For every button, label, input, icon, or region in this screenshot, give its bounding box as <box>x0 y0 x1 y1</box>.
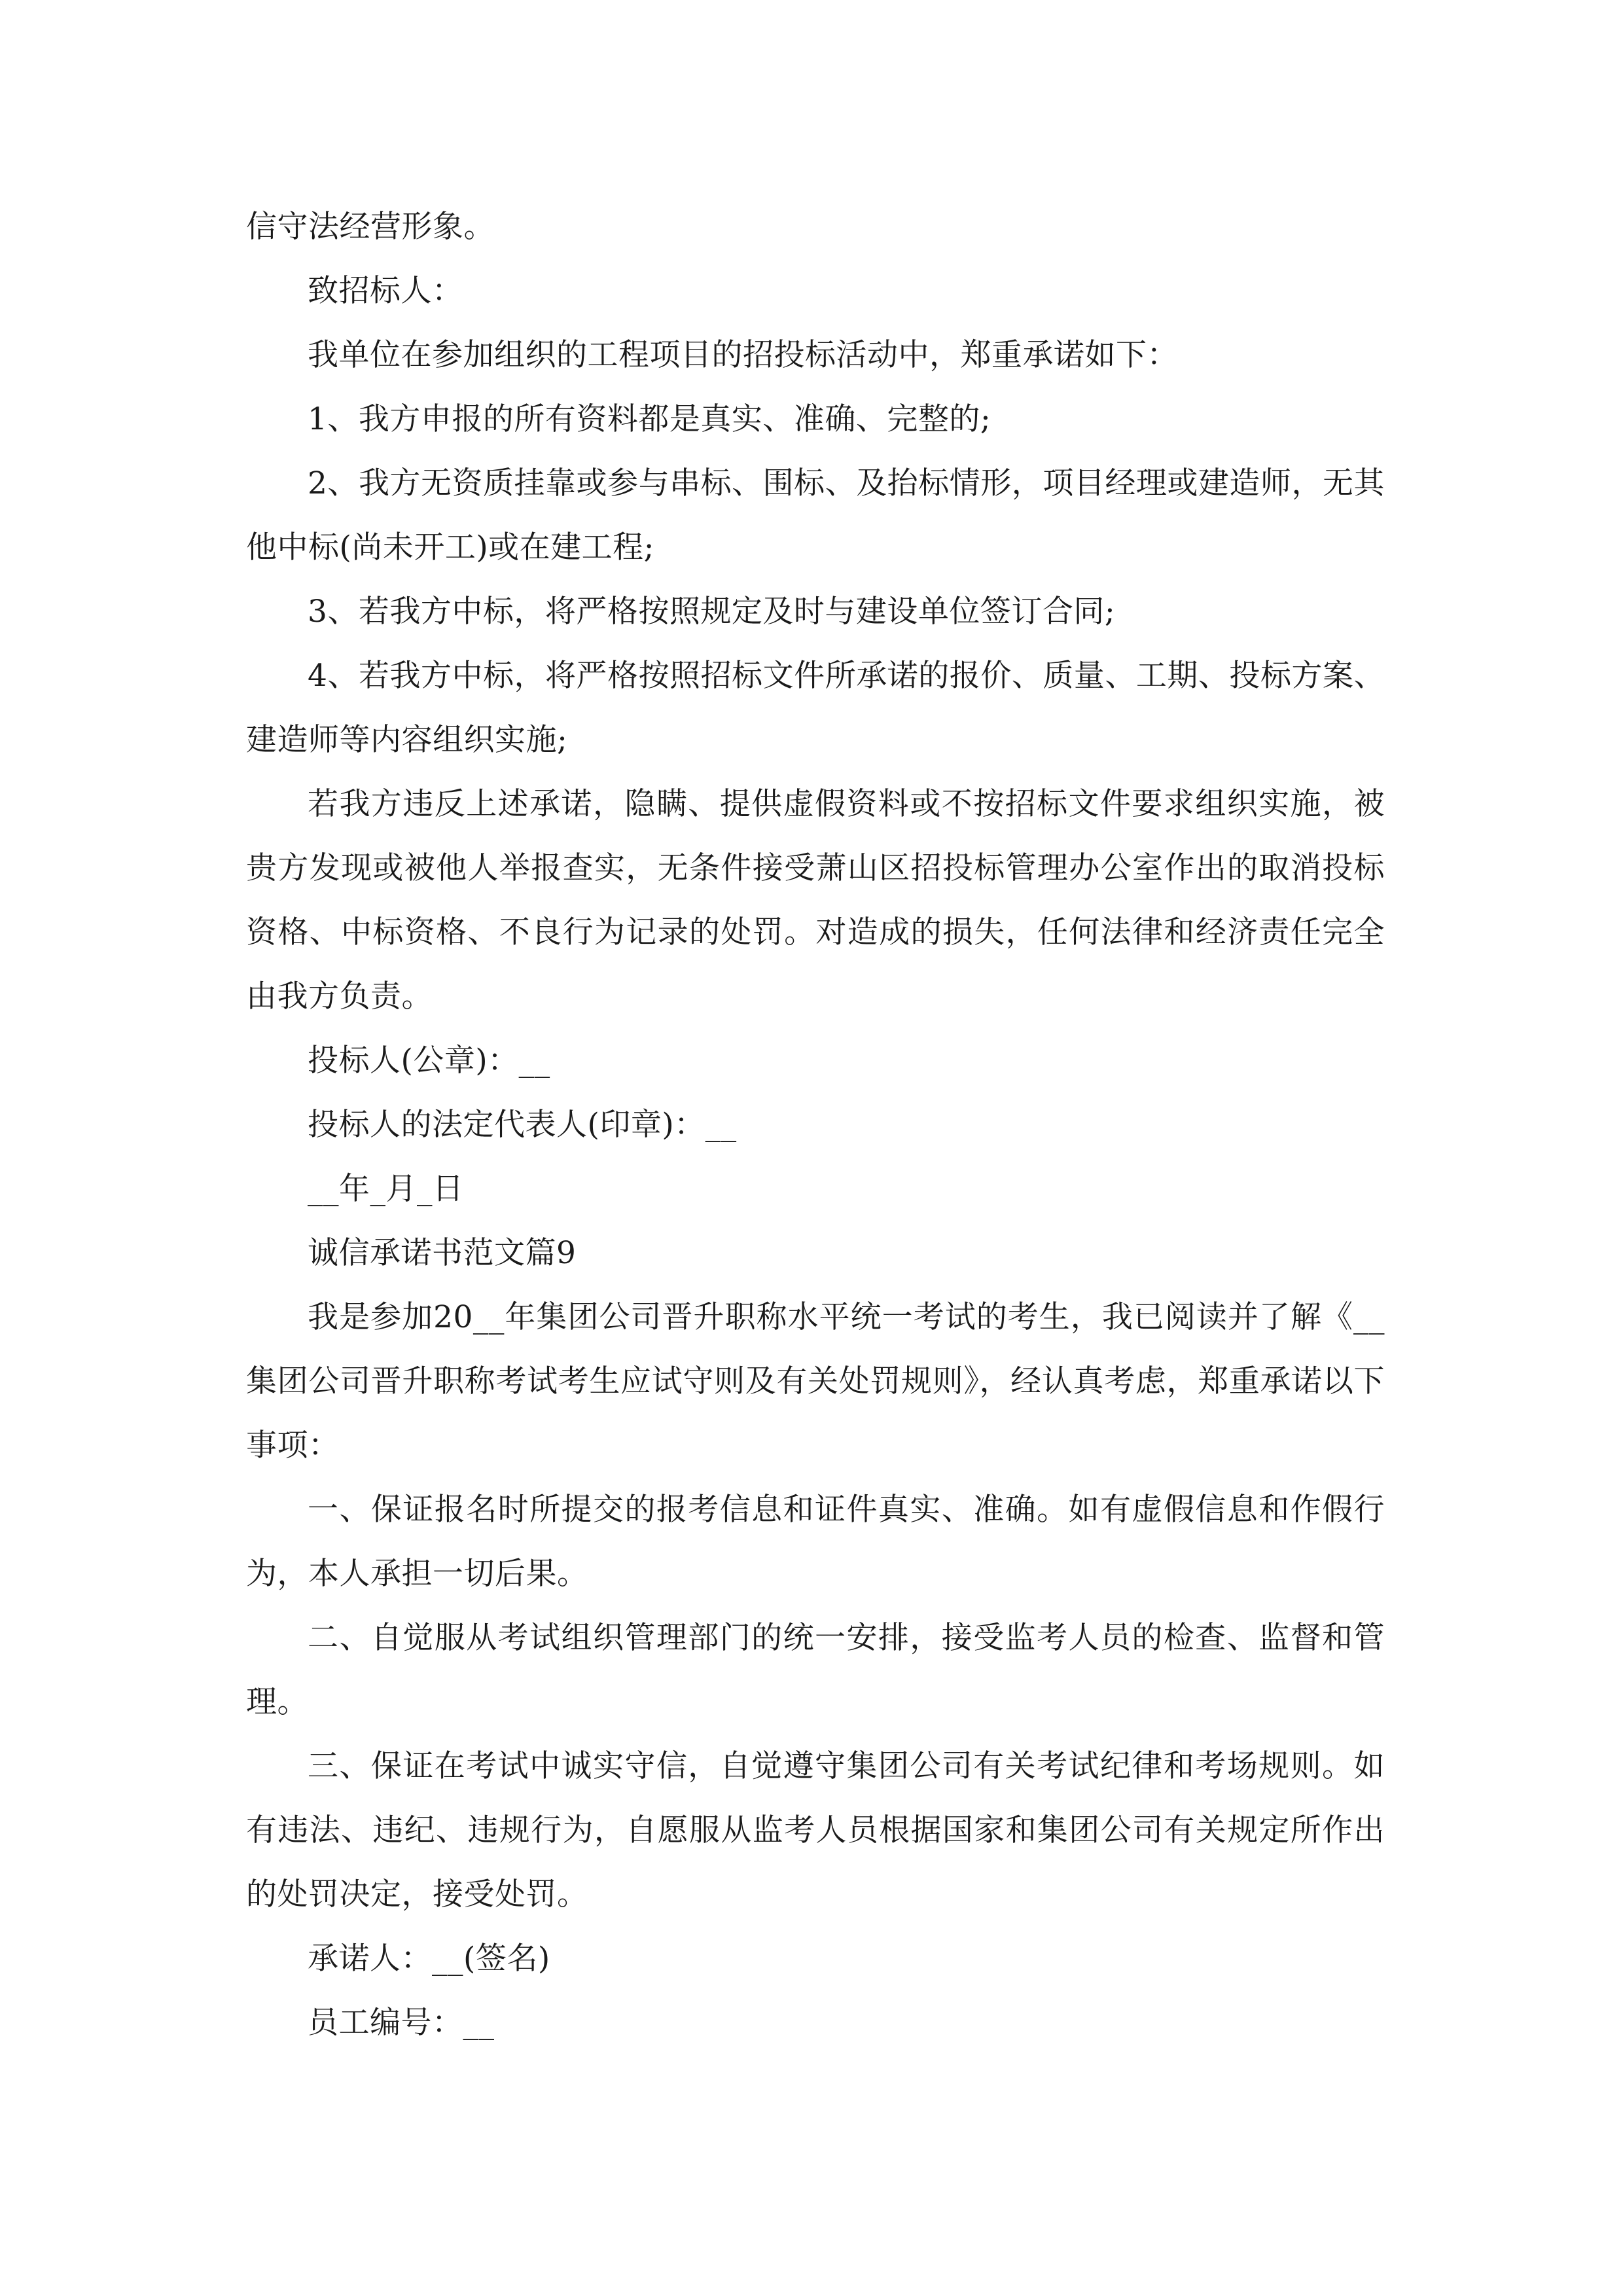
paragraph-date: __年_月_日 <box>308 1171 464 1207</box>
paragraph-exam-intro: 我是参加20__年集团公司晋升职称水平统一考试的考生，我已阅读并了解《__集团公司晋升职称考试考生应试守则及有关处罚规则》，经认真考虑，郑重承诺以下事项： <box>246 1299 1385 1463</box>
document-body <box>246 195 1385 2055</box>
paragraph-legal-rep-seal: 投标人的法定代表人(印章)：__ <box>308 1107 737 1143</box>
paragraph-item-2: 2、我方无资质挂靠或参与串标、围标、及抬标情形，项目经理或建造师，无其他中标(尚未开工)或在建工程; <box>246 465 1385 565</box>
paragraph-item-1: 1、我方申报的所有资料都是真实、准确、完整的; <box>308 401 991 437</box>
paragraph-salutation: 致招标人： <box>308 273 463 309</box>
paragraph-pledge-1: 一、保证报名时所提交的报考信息和证件真实、准确。如有虚假信息和作假行为，本人承担一切后果。 <box>246 1492 1385 1592</box>
paragraph-intro: 我单位在参加组织的工程项目的招投标活动中，郑重承诺如下： <box>308 337 1178 373</box>
paragraph-item-3: 3、若我方中标，将严格按照规定及时与建设单位签订合同; <box>308 594 1116 630</box>
paragraph-continuation: 信守法经营形象。 <box>246 209 495 245</box>
paragraph-violation-clause: 若我方违反上述承诺，隐瞒、提供虚假资料或不按招标文件要求组织实施，被贵方发现或被他人举报查实，无条件接受萧山区招投标管理办公室作出的取消投标资格、中标资格、不良行为记录的处罚。对造成的损失，任何法律和经济责任完全由我方负责。 <box>246 786 1385 1014</box>
paragraph-bidder-seal: 投标人(公章)：__ <box>308 1043 550 1079</box>
paragraph-signer: 承诺人：__(签名) <box>308 1941 550 1977</box>
section-heading: 诚信承诺书范文篇9 <box>308 1235 577 1271</box>
paragraph-employee-id: 员工编号：__ <box>308 2005 495 2041</box>
paragraph-item-4: 4、若我方中标，将严格按照招标文件所承诺的报价、质量、工期、投标方案、建造师等内容组织实施; <box>246 658 1385 758</box>
paragraph-pledge-3: 三、保证在考试中诚实守信，自觉遵守集团公司有关考试纪律和考场规则。如有违法、违纪、违规行为，自愿服从监考人员根据国家和集团公司有关规定所作出的处罚决定，接受处罚。 <box>246 1748 1385 1912</box>
paragraph-pledge-2: 二、自觉服从考试组织管理部门的统一安排，接受监考人员的检查、监督和管理。 <box>246 1620 1385 1720</box>
